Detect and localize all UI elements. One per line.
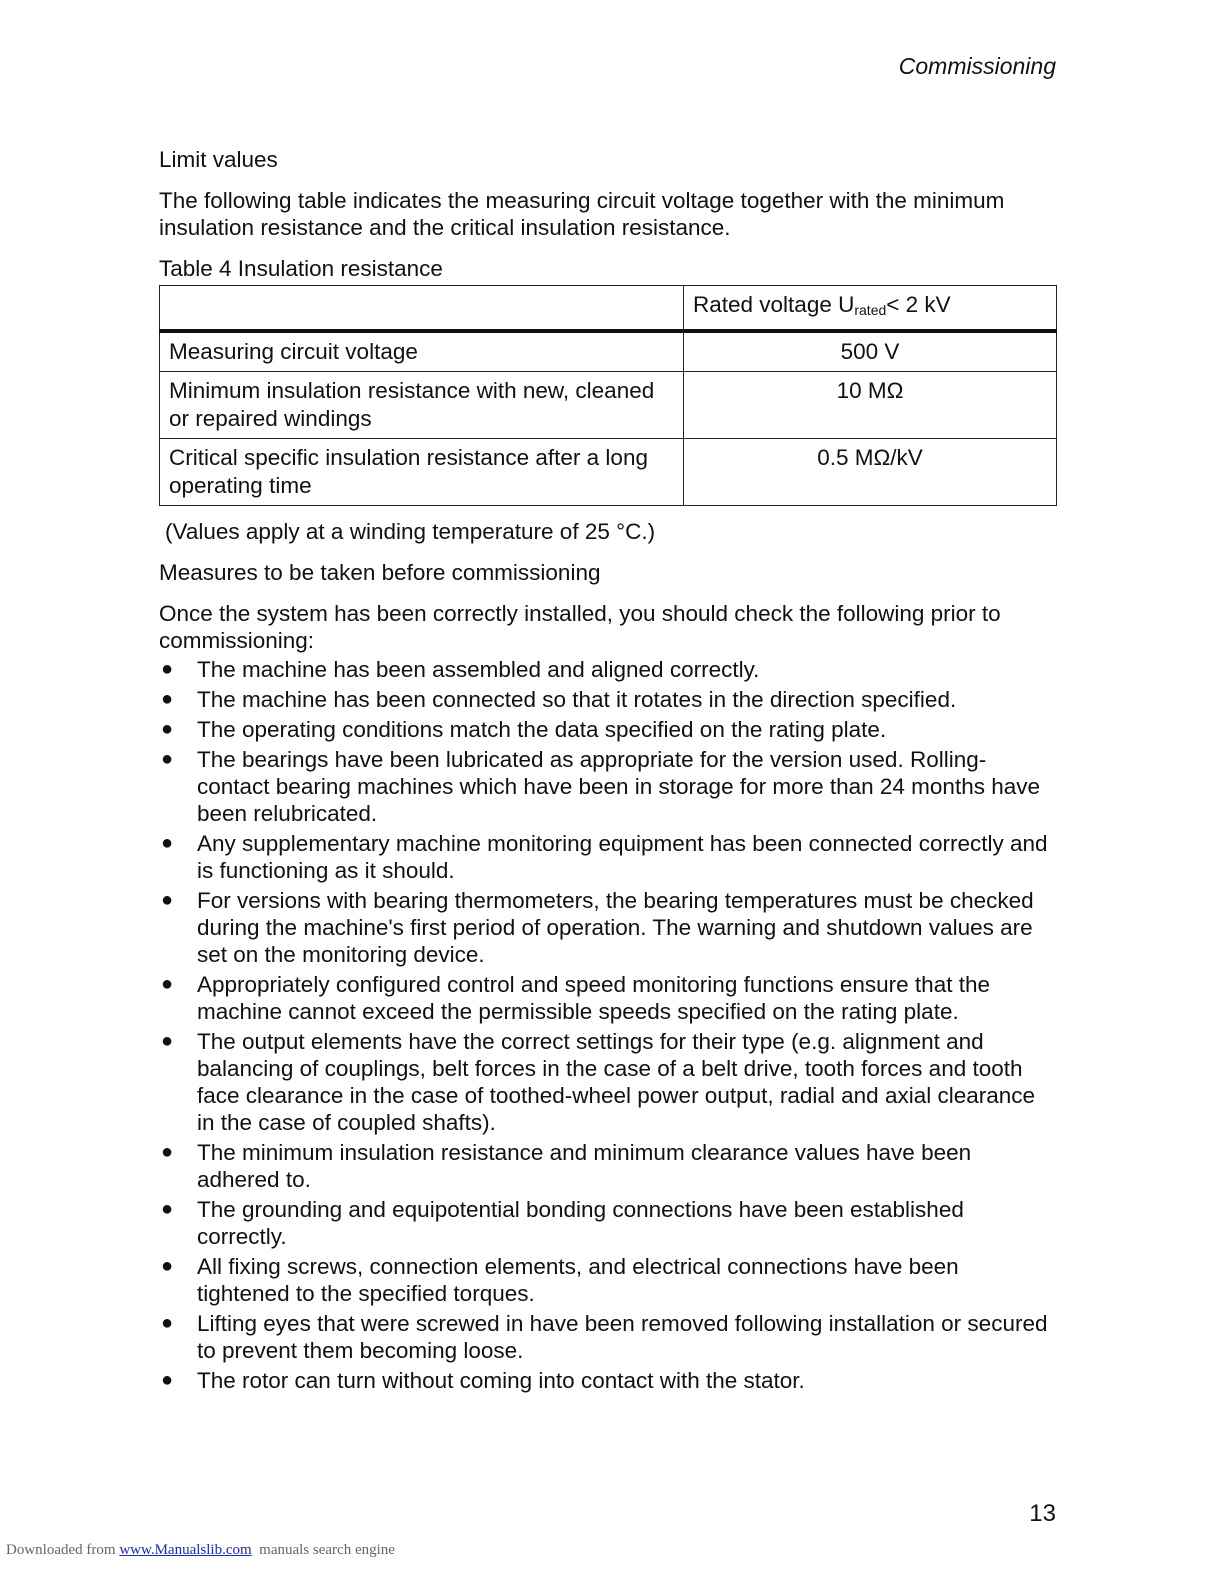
bullet-icon: ● [161, 973, 174, 995]
list-item-text: The minimum insulation resistance and minimum clearance values have been adhered to. [197, 1140, 972, 1192]
bullet-icon: ● [161, 1141, 174, 1163]
list-item [159, 887, 1057, 968]
temperature-note: (Values apply at a winding temperature of 25 °C.) [165, 519, 656, 544]
table-header-rated-voltage [684, 286, 1057, 332]
rated-voltage-label: Rated voltage U [693, 292, 855, 317]
row-label: Measuring circuit voltage [160, 331, 684, 372]
list-item [159, 746, 1057, 827]
measures-intro: Once the system has been correctly installed, you should check the following prior to commissioning: [159, 601, 1001, 653]
checklist [159, 656, 1057, 1394]
list-item [159, 656, 1057, 683]
list-item [159, 1139, 1057, 1193]
list-item [159, 1253, 1057, 1307]
list-item-text: All fixing screws, connection elements, and electrical connections have been tightened to the specified torques. [197, 1254, 959, 1306]
bullet-icon: ● [161, 1255, 174, 1277]
footer-prefix: Downloaded from [6, 1542, 120, 1558]
list-item-text: The operating conditions match the data specified on the rating plate. [197, 717, 887, 742]
list-item-text: The machine has been assembled and aligned correctly. [197, 657, 760, 682]
bullet-icon: ● [161, 718, 174, 740]
row-label: Minimum insulation resistance with new, cleaned or repaired windings [160, 372, 684, 439]
list-item-text: Any supplementary machine monitoring equipment has been connected correctly and is functioning as it should. [197, 831, 1048, 883]
table-row [160, 372, 1057, 439]
insulation-resistance-table [159, 285, 1057, 506]
list-item-text: The machine has been connected so that it rotates in the direction specified. [197, 687, 957, 712]
list-item-text: The bearings have been lubricated as appropriate for the version used. Rolling-contact bearing machines which have been in storage for more than 24 months have been relubricated. [197, 747, 1041, 826]
bullet-icon: ● [161, 688, 174, 710]
row-value: 500 V [684, 331, 1057, 372]
row-label: Critical specific insulation resistance after a long operating time [160, 439, 684, 506]
bullet-icon: ● [161, 1369, 174, 1391]
list-item-text: For versions with bearing thermometers, the bearing temperatures must be checked during the machine's first period of operation. The warning and shutdown values are set on the monitoring device. [197, 888, 1034, 967]
limit-values-intro: The following table indicates the measuring circuit voltage together with the minimum insulation resistance and the critical insulation resistance. [159, 188, 1005, 240]
limit-values-heading: Limit values [159, 147, 278, 172]
list-item-text: Appropriately configured control and speed monitoring functions ensure that the machine cannot exceed the permissible speeds specified on the rating plate. [197, 972, 990, 1024]
list-item-text: Lifting eyes that were screwed in have been removed following installation or secured to prevent them becoming loose. [197, 1311, 1048, 1363]
bullet-icon: ● [161, 889, 174, 911]
bullet-icon: ● [161, 1312, 174, 1334]
list-item-text: The rotor can turn without coming into contact with the stator. [197, 1368, 805, 1393]
bullet-icon: ● [161, 832, 174, 854]
rated-subscript: rated [854, 302, 887, 318]
list-item [159, 716, 1057, 743]
row-value: 0.5 MΩ/kV [684, 439, 1057, 506]
download-footer [6, 1542, 395, 1559]
table-caption: Table 4 Insulation resistance [159, 256, 443, 281]
table-header-row [160, 286, 1057, 332]
footer-suffix: manuals search engine [251, 1542, 395, 1558]
rated-voltage-limit: < 2 kV [886, 292, 951, 317]
list-item [159, 1196, 1057, 1250]
table-row [160, 439, 1057, 506]
table-row [160, 331, 1057, 372]
list-item [159, 1028, 1057, 1136]
list-item [159, 971, 1057, 1025]
running-header: Commissioning [898, 53, 1056, 79]
bullet-icon: ● [161, 1198, 174, 1220]
list-item [159, 686, 1057, 713]
list-item [159, 1310, 1057, 1364]
bullet-icon: ● [161, 748, 174, 770]
list-item-text: The output elements have the correct settings for their type (e.g. alignment and balancing of couplings, belt forces in the case of a belt drive, tooth forces and tooth face clearance in the case of toothed-wheel power output, radial and axial clearance in the case of coupled shafts). [197, 1029, 1036, 1135]
list-item-text: The grounding and equipotential bonding connections have been established correctly. [197, 1197, 964, 1249]
measures-heading: Measures to be taken before commissioning [159, 560, 601, 585]
manualslib-link[interactable]: www.Manualslib.com [119, 1542, 252, 1558]
row-value: 10 MΩ [684, 372, 1057, 439]
table-header-empty [160, 286, 684, 332]
page-content [159, 146, 1057, 1397]
list-item [159, 830, 1057, 884]
bullet-icon: ● [161, 1030, 174, 1052]
list-item [159, 1367, 1057, 1394]
bullet-icon: ● [161, 658, 174, 680]
page-number: 13 [1029, 1500, 1056, 1527]
